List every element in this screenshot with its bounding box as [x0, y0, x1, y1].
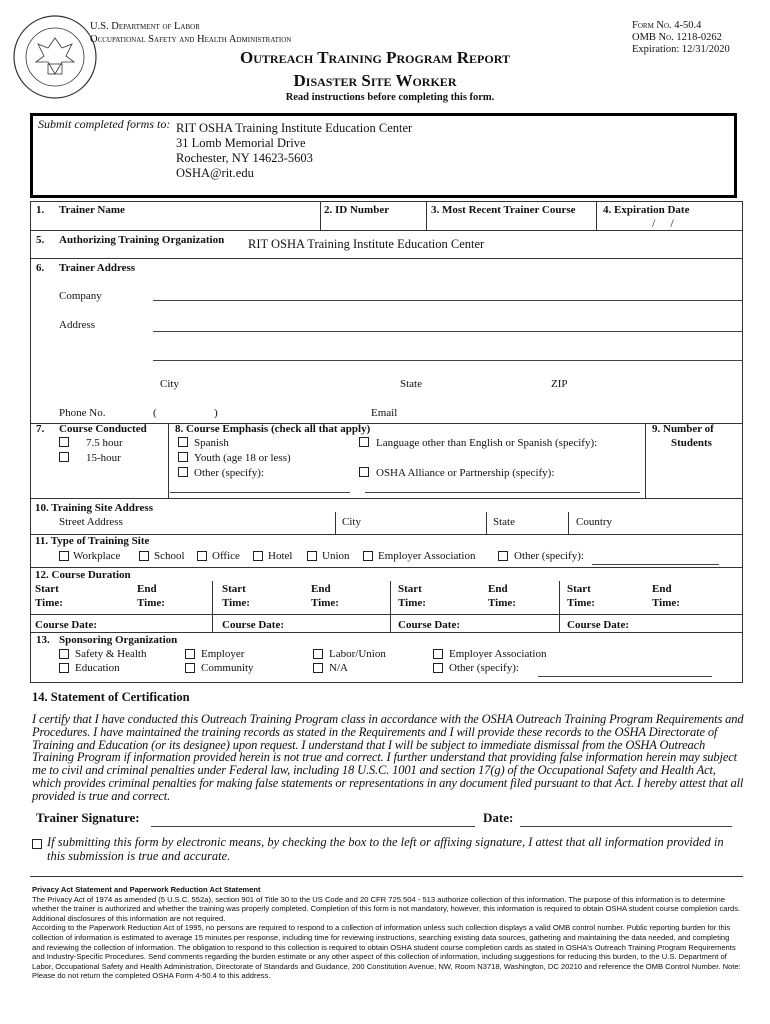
- submit-line-1: RIT OSHA Training Institute Education Center: [176, 121, 413, 135]
- workplace-checkbox[interactable]: [59, 551, 69, 561]
- privacy-paragraph-1: The Privacy Act of 1974 as amended (5 U.S.C. 552a), section 901 of Title 30 to the US Code and 20 CFR 725.504 - 513 authorize collection of this information. The purpose of this information is to determine whether the trainer is authorized and whether the training was properly completed. Completion of this form is not mandatory, however, this information is required to obtain OSHA student course completion cards. Additional disclosures of this information are not required.: [32, 894, 741, 923]
- course-7-5-hour-label: 7.5 hour: [86, 437, 123, 449]
- field-number-13: 13.: [36, 634, 50, 646]
- other-emphasis-checkbox[interactable]: [178, 467, 188, 477]
- employer-association-label: Employer Association: [378, 550, 476, 562]
- hotel-label: Hotel: [268, 550, 293, 562]
- alliance-label: OSHA Alliance or Partnership (specify):: [376, 467, 555, 479]
- electronic-attest-text: If submitting this form by electronic means, by checking the box to the left or affixing signature, I attest that all information provided in this submission is true and accurate.: [47, 835, 724, 863]
- duration-end-time-label-2: Time:: [311, 597, 339, 609]
- duration-start-label-2: Start: [222, 583, 246, 595]
- course-duration-label: 12. Course Duration: [35, 569, 131, 581]
- trainer-name-label: Trainer Name: [59, 204, 125, 216]
- email-label: Email: [371, 407, 398, 419]
- authorizing-org-value[interactable]: RIT OSHA Training Institute Education Center: [248, 237, 485, 251]
- duration-start-label-3: Start: [398, 583, 422, 595]
- course-date-label-3: Course Date:: [398, 619, 461, 631]
- state-label: State: [400, 378, 422, 390]
- youth-checkbox[interactable]: [178, 452, 188, 462]
- duration-end-time-label-1: Time:: [137, 597, 165, 609]
- department-of-labor-seal-icon: [12, 14, 98, 100]
- date-input[interactable]: [520, 826, 732, 827]
- school-checkbox[interactable]: [139, 551, 149, 561]
- submit-line-2: 31 Lomb Memorial Drive: [176, 136, 306, 150]
- duration-end-time-label-3: Time:: [488, 597, 516, 609]
- authorizing-org-label: Authorizing Training Organization: [59, 234, 225, 246]
- street-address-label: Street Address: [59, 516, 123, 528]
- expiration-date: Expiration: 12/31/2020: [632, 44, 730, 55]
- other-emphasis-label: Other (specify):: [194, 467, 264, 479]
- privacy-statement: [32, 885, 744, 981]
- office-label: Office: [212, 550, 240, 562]
- youth-label: Youth (age 18 or less): [194, 452, 291, 464]
- duration-start-label-4: Start: [567, 583, 591, 595]
- language-label: Language other than English or Spanish (specify):: [376, 437, 598, 449]
- date-label: Date:: [483, 810, 514, 825]
- form-info: [632, 20, 730, 56]
- na-checkbox[interactable]: [313, 663, 323, 673]
- course-date-label-4: Course Date:: [567, 619, 630, 631]
- certification-heading: 14. Statement of Certification: [32, 690, 190, 704]
- sponsoring-org-label: Sponsoring Organization: [59, 634, 178, 646]
- omb-number: OMB No. 1218-0262: [632, 32, 722, 43]
- other-sponsor-checkbox[interactable]: [433, 663, 443, 673]
- address-label: Address: [59, 319, 96, 331]
- duration-end-label-4: End: [652, 583, 672, 595]
- union-label: Union: [322, 550, 350, 562]
- form-title: Outreach Training Program Report: [240, 48, 510, 67]
- employer-association-checkbox[interactable]: [363, 551, 373, 561]
- language-checkbox[interactable]: [359, 437, 369, 447]
- field-number-5: 5.: [36, 234, 45, 246]
- form-number: Form No. 4-50.4: [632, 20, 702, 31]
- zip-label: ZIP: [551, 378, 568, 390]
- duration-start-time-label-3: Time:: [398, 597, 426, 609]
- agency-header: [90, 20, 291, 46]
- submit-line-3: Rochester, NY 14623-5603: [176, 151, 313, 165]
- signature-label: Trainer Signature:: [36, 810, 140, 825]
- duration-start-time-label-1: Time:: [35, 597, 63, 609]
- duration-end-label-2: End: [311, 583, 331, 595]
- expiration-date-input[interactable]: / /: [652, 216, 674, 230]
- company-input[interactable]: [153, 300, 743, 301]
- employer-assoc-sponsor-label: Employer Association: [449, 648, 547, 660]
- course-7-5-hour-checkbox[interactable]: [59, 437, 69, 447]
- employer-checkbox[interactable]: [185, 649, 195, 659]
- labor-union-checkbox[interactable]: [313, 649, 323, 659]
- duration-end-time-label-4: Time:: [652, 597, 680, 609]
- workplace-label: Workplace: [73, 550, 121, 562]
- other-site-input[interactable]: [592, 564, 719, 565]
- company-label: Company: [59, 290, 102, 302]
- site-state-label: State: [493, 516, 515, 528]
- other-site-label: Other (specify):: [514, 550, 584, 562]
- other-emphasis-input[interactable]: [170, 492, 350, 493]
- site-city-label: City: [342, 516, 361, 528]
- employer-label: Employer: [201, 648, 245, 660]
- privacy-heading: Privacy Act Statement and Paperwork Reduction Act Statement: [32, 885, 261, 894]
- address-input-2[interactable]: [153, 360, 743, 361]
- duration-end-label-1: End: [137, 583, 157, 595]
- na-label: N/A: [329, 662, 348, 674]
- instructions-note: Read instructions before completing this form.: [285, 92, 495, 103]
- education-checkbox[interactable]: [59, 663, 69, 673]
- department-name: U.S. Department of Labor: [90, 21, 200, 32]
- num-students-label-1: 9. Number of: [652, 423, 714, 435]
- labor-union-label: Labor/Union: [329, 648, 386, 660]
- community-checkbox[interactable]: [185, 663, 195, 673]
- safety-health-checkbox[interactable]: [59, 649, 69, 659]
- spanish-label: Spanish: [194, 437, 229, 449]
- site-type-label: 11. Type of Training Site: [35, 535, 150, 547]
- field-number-6: 6.: [36, 262, 45, 274]
- other-site-checkbox[interactable]: [498, 551, 508, 561]
- alliance-checkbox[interactable]: [359, 467, 369, 477]
- submit-line-4: OSHA@rit.edu: [176, 166, 254, 180]
- num-students-label-2: Students: [671, 437, 712, 449]
- duration-start-time-label-2: Time:: [222, 597, 250, 609]
- certification-text: I certify that I have conducted this Outreach Training Program class in accordance with the OSHA Outreach Training Program Requirements and Procedures. I have maintained the training records as stated in the Requirements and I will provide these records to the OSHA Directorate of Training and Education (or its designee) upon request. I understand that I will be subject to immediate dismissal from the OSHA Outreach Training Program if information provided herein is not true and correct. I further understand that providing false information herein may subject me to civil and criminal penalties under Federal law, including 18 U.S.C. 1001 and section 17(g) of the Occupational Safety and Health Act, which provides criminal penalties for making false statements or representations in any document filed pursuant to that Act. I hereby attest that all provided is true and correct.: [32, 712, 744, 803]
- education-label: Education: [75, 662, 120, 674]
- course-15-hour-checkbox[interactable]: [59, 452, 69, 462]
- duration-end-label-3: End: [488, 583, 508, 595]
- spanish-checkbox[interactable]: [178, 437, 188, 447]
- course-emphasis-label: 8. Course Emphasis (check all that apply): [175, 423, 371, 435]
- other-sponsor-input[interactable]: [538, 676, 712, 677]
- recent-course-label: 3. Most Recent Trainer Course: [431, 204, 576, 216]
- signature-input[interactable]: [151, 826, 475, 827]
- submit-address: [176, 121, 412, 181]
- course-date-label-2: Course Date:: [222, 619, 285, 631]
- phone-paren-open: (: [153, 407, 157, 419]
- duration-start-time-label-4: Time:: [567, 597, 595, 609]
- trainer-address-label: Trainer Address: [59, 262, 136, 274]
- id-number-label: 2. ID Number: [324, 204, 390, 216]
- city-label: City: [160, 378, 179, 390]
- community-label: Community: [201, 662, 254, 674]
- course-15-hour-label: 15-hour: [86, 452, 121, 464]
- phone-paren-close: ): [214, 407, 218, 419]
- agency-name: Occupational Safety and Health Administration: [90, 34, 292, 45]
- expiration-date-label: 4. Expiration Date: [603, 204, 690, 216]
- hotel-checkbox[interactable]: [253, 551, 263, 561]
- union-checkbox[interactable]: [307, 551, 317, 561]
- phone-label: Phone No.: [59, 407, 106, 419]
- training-site-label: 10. Training Site Address: [35, 502, 153, 514]
- field-number-7: 7.: [36, 423, 45, 435]
- duration-start-label-1: Start: [35, 583, 59, 595]
- office-checkbox[interactable]: [197, 551, 207, 561]
- form-subtitle: Disaster Site Worker: [293, 71, 457, 90]
- electronic-attest-checkbox[interactable]: [32, 839, 42, 849]
- submit-label: Submit completed forms to:: [38, 117, 171, 131]
- school-label: School: [154, 550, 185, 562]
- privacy-paragraph-2: According to the Paperwork Reduction Act of 1995, no persons are required to respond to a collection of information unless such collection displays a valid OMB control number. Public reporting burden for this collection of information is estimated to average 15 minutes per response, including time for reviewing instructions, searching existing data sources, gathering and maintaining the data needed, and completing and reviewing the collection of information. The obligation to respond to this collection is required to obtain OSHA student course completion cards as stated in OSHA's Outreach Training Program Requirements and Industry-Specific Procedures. Send comments regarding the burden estimate or any other aspect of this collection of information, including suggestions for reducing this burden, to the U.S. Department of Labor, Occupational Safety and Health Administration, Directorate of Standards and Guidance, 200 Constitution Avenue, NW, Room N3718, Washington, DC 20210 and reference the OMB Control Number. Note: Please do not return the completed OSHA Form 4-50.4 to this address.: [32, 923, 741, 981]
- course-conducted-label: Course Conducted: [59, 423, 147, 435]
- employer-assoc-sponsor-checkbox[interactable]: [433, 649, 443, 659]
- address-input-1[interactable]: [153, 331, 743, 332]
- site-country-label: Country: [576, 516, 613, 528]
- alliance-input[interactable]: [365, 492, 640, 493]
- course-date-label-1: Course Date:: [35, 619, 98, 631]
- field-number-1: 1.: [36, 204, 45, 216]
- other-sponsor-label: Other (specify):: [449, 662, 519, 674]
- safety-health-label: Safety & Health: [75, 648, 147, 660]
